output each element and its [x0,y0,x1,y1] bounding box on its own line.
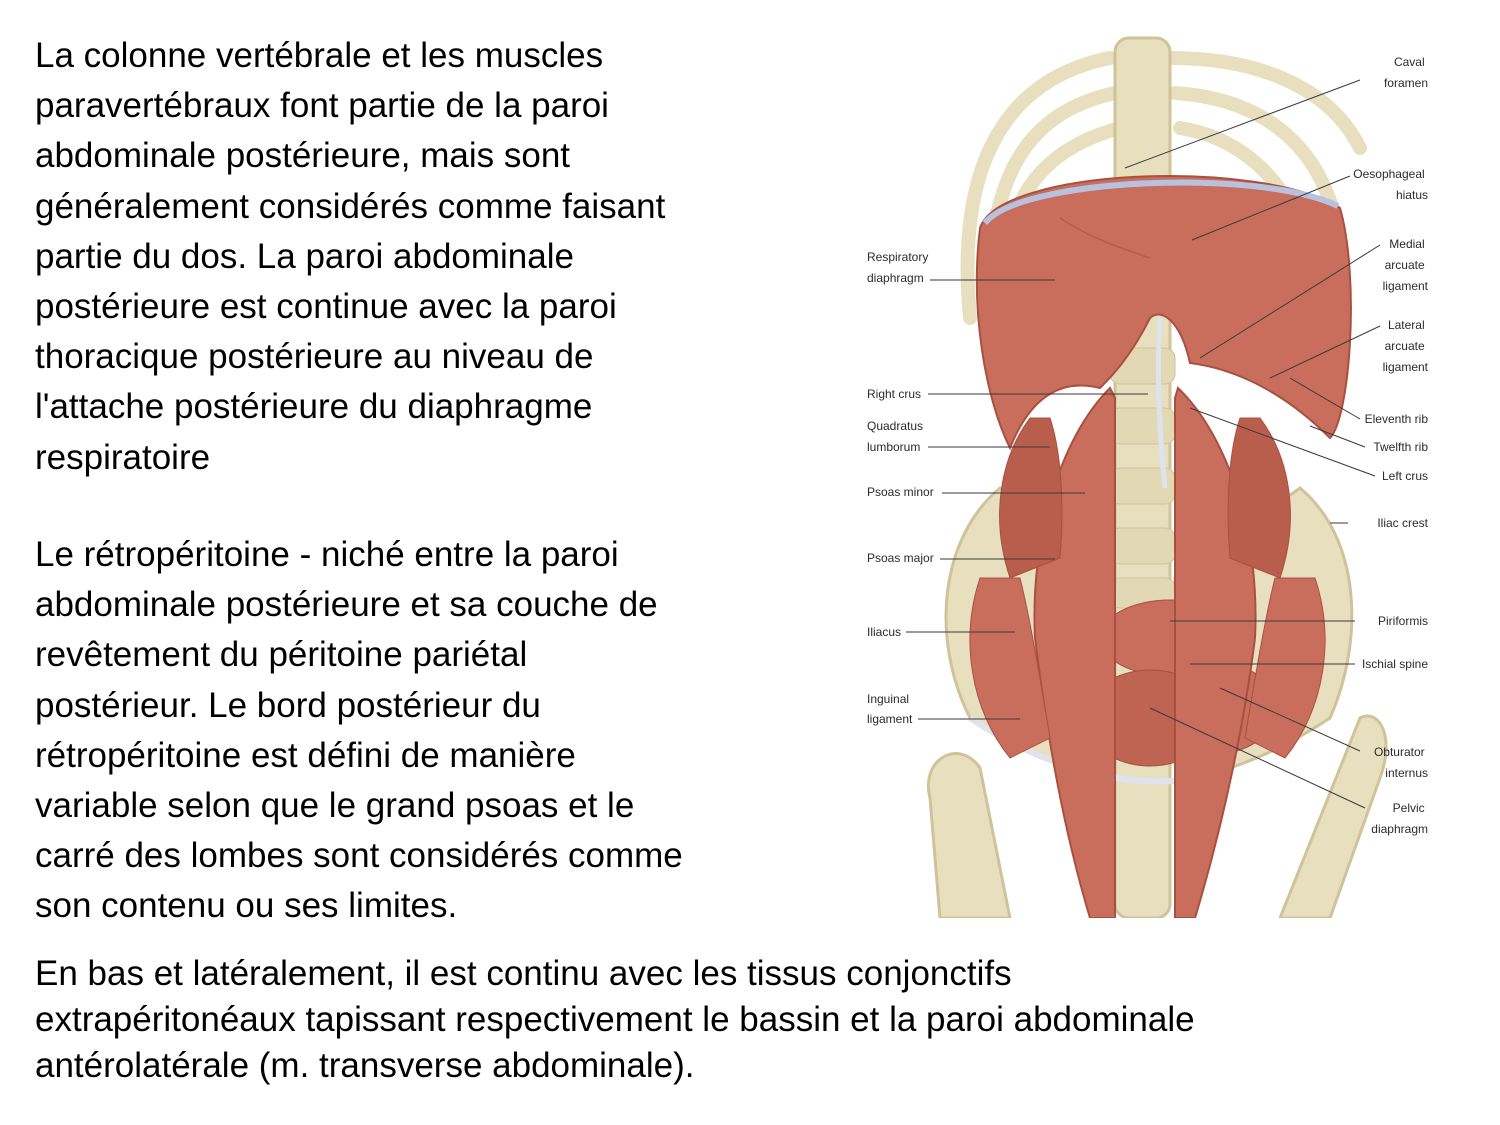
label-psoas-major: Psoas major [867,551,934,565]
label-right-crus: Right crus [867,387,922,401]
femur-right [1280,716,1386,918]
label-quadratus-lumborum: Quadratus lumborum [867,419,924,454]
label-pelvic-diaphragm: Pelvic diaphragm [1371,801,1428,836]
label-twelfth-rib: Twelfth rib [1373,440,1428,454]
femur-left [928,754,1010,918]
label-lateral-arcuate-ligament: Lateral arcuate ligament [1382,318,1428,374]
label-iliacus: Iliacus [867,625,902,639]
label-oesophageal-hiatus: Oesophageal hiatus [1353,167,1428,202]
label-medial-arcuate-ligament: Medial arcuate ligament [1382,237,1428,293]
label-inguinal-ligament: Inguinal ligament [867,692,913,726]
quadratus-right [1228,418,1290,578]
anatomy-svg [860,18,1445,918]
label-piriformis: Piriformis [1378,614,1428,628]
retroperitoneum-paragraph: Le rétropéritoine - niché entre la paroi abdominale postérieure et sa couche de revêtement du péritoine pariétal postérieur. Le bord postérieur du rétropéritoine est défini de manière variable selon que le grand psoas et le carré des lombes sont considérés comme son contenu ou ses limites. [35,535,683,926]
label-psoas-minor: Psoas minor [867,485,934,499]
continuity-paragraph: En bas et latéralement, il est continu avec les tissus conjonctifs extrapéritonéaux tapissant respectivement le bassin et la paroi abdominale antérolatérale (m. transverse abdominale). [35,954,1195,1085]
label-obturator-internus: Obturator internus [1373,745,1428,780]
label-eleventh-rib: Eleventh rib [1364,412,1428,426]
label-ischial-spine: Ischial spine [1361,657,1428,671]
label-caval-foramen: Caval foramen [1383,55,1428,90]
label-iliac-crest: Iliac crest [1377,516,1428,530]
intro-paragraph: La colonne vertébrale et les muscles paravertébraux font partie de la paroi abdominale postérieure, mais sont généralement considérés comme faisant partie du dos. La paroi abdominale postérieure est continue avec la paroi thoracique postérieure au niveau de l'attache postérieure du diaphragme respiratoire [35,36,666,477]
label-left-crus: Left crus [1381,469,1428,483]
posterior-abdominal-wall-illustration [860,18,1445,918]
left-labels [867,250,934,726]
label-respiratory-diaphragm: Respiratory diaphragm [867,250,929,285]
